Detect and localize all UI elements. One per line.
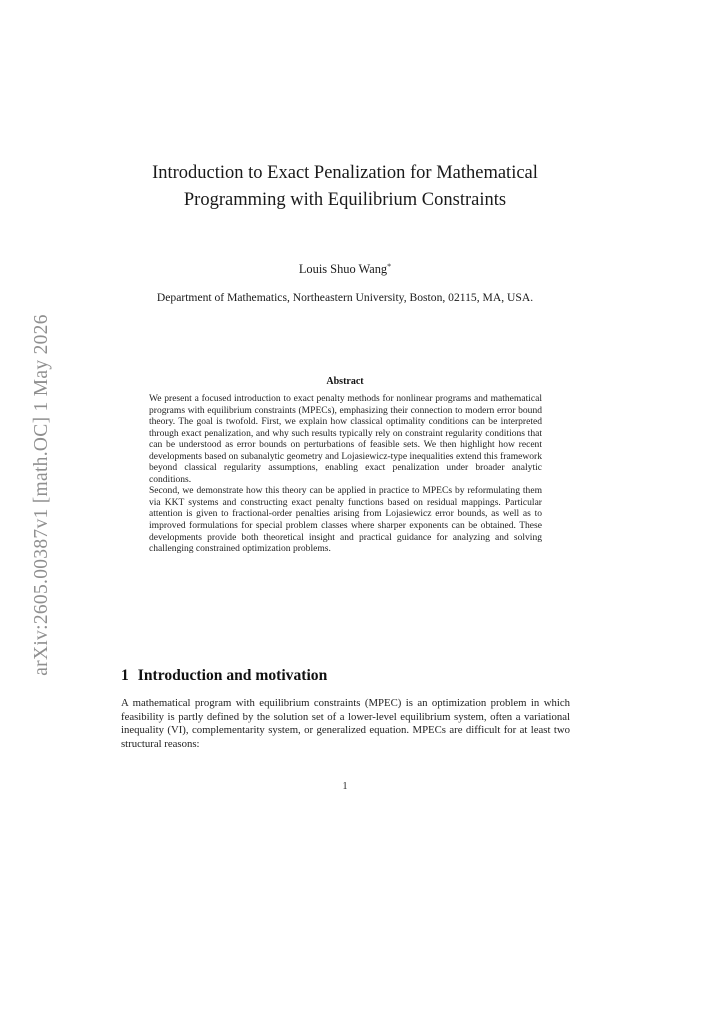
section-heading: [121, 667, 327, 685]
section-number: 1: [121, 667, 129, 684]
body-paragraph: A mathematical program with equilibrium constraints (MPEC) is an optimization problem in which feasibility is partly defined by the solution set of a lower-level equilibrium system, often a variational inequality (VI), complementarity system, or generalized equation. MPECs are difficult for at least two structural reasons:: [121, 697, 570, 750]
abstract-paragraph: Second, we demonstrate how this theory can be applied in practice to MPECs by reformulating them via KKT systems and constructing exact penalty functions based on residual mappings. Particular attention is given to fractional-order penalties arising from Lojasiewicz error bounds, as well as to improved formulations for special problem classes where sharper exponents can be obtained. These developments provide both theoretical insight and practical guidance for analyzing and solving challenging constrained optimization problems.: [149, 485, 542, 555]
section-title: Introduction and motivation: [137, 667, 328, 684]
abstract-heading: Abstract: [326, 376, 364, 387]
author-footnote-mark: *: [387, 262, 392, 271]
abstract-body: [149, 393, 542, 555]
author-name: Louis Shuo Wang: [298, 262, 388, 276]
paper-title: Introduction to Exact Penalization for Mathematical Programming with Equilibrium Constraints: [152, 163, 538, 210]
abstract-paragraph: We present a focused introduction to exact penalty methods for nonlinear programs and mathematical programs with equilibrium constraints (MPECs), emphasizing their connection to modern error bound theory. The goal is twofold. First, we explain how classical optimality conditions can be interpreted through exact penalization, and why such results typically rely on constraint regularity conditions that can be understood as error bounds on perturbations of feasible sets. We then highlight how recent developments based on subanalytic geometry and Lojasiewicz-type inequalities extend this framework beyond classical regularity assumptions, enabling exact penalization under broader analytic conditions.: [149, 393, 542, 485]
arxiv-identifier: arXiv:2605.00387v1 [math.OC] 1 May 2026: [31, 314, 53, 676]
page-number: 1: [342, 781, 348, 792]
author-affiliation: Department of Mathematics, Northeastern University, Boston, 02115, MA, USA.: [156, 291, 534, 304]
arxiv-stamp: [30, 285, 54, 705]
author-line: [130, 262, 560, 277]
